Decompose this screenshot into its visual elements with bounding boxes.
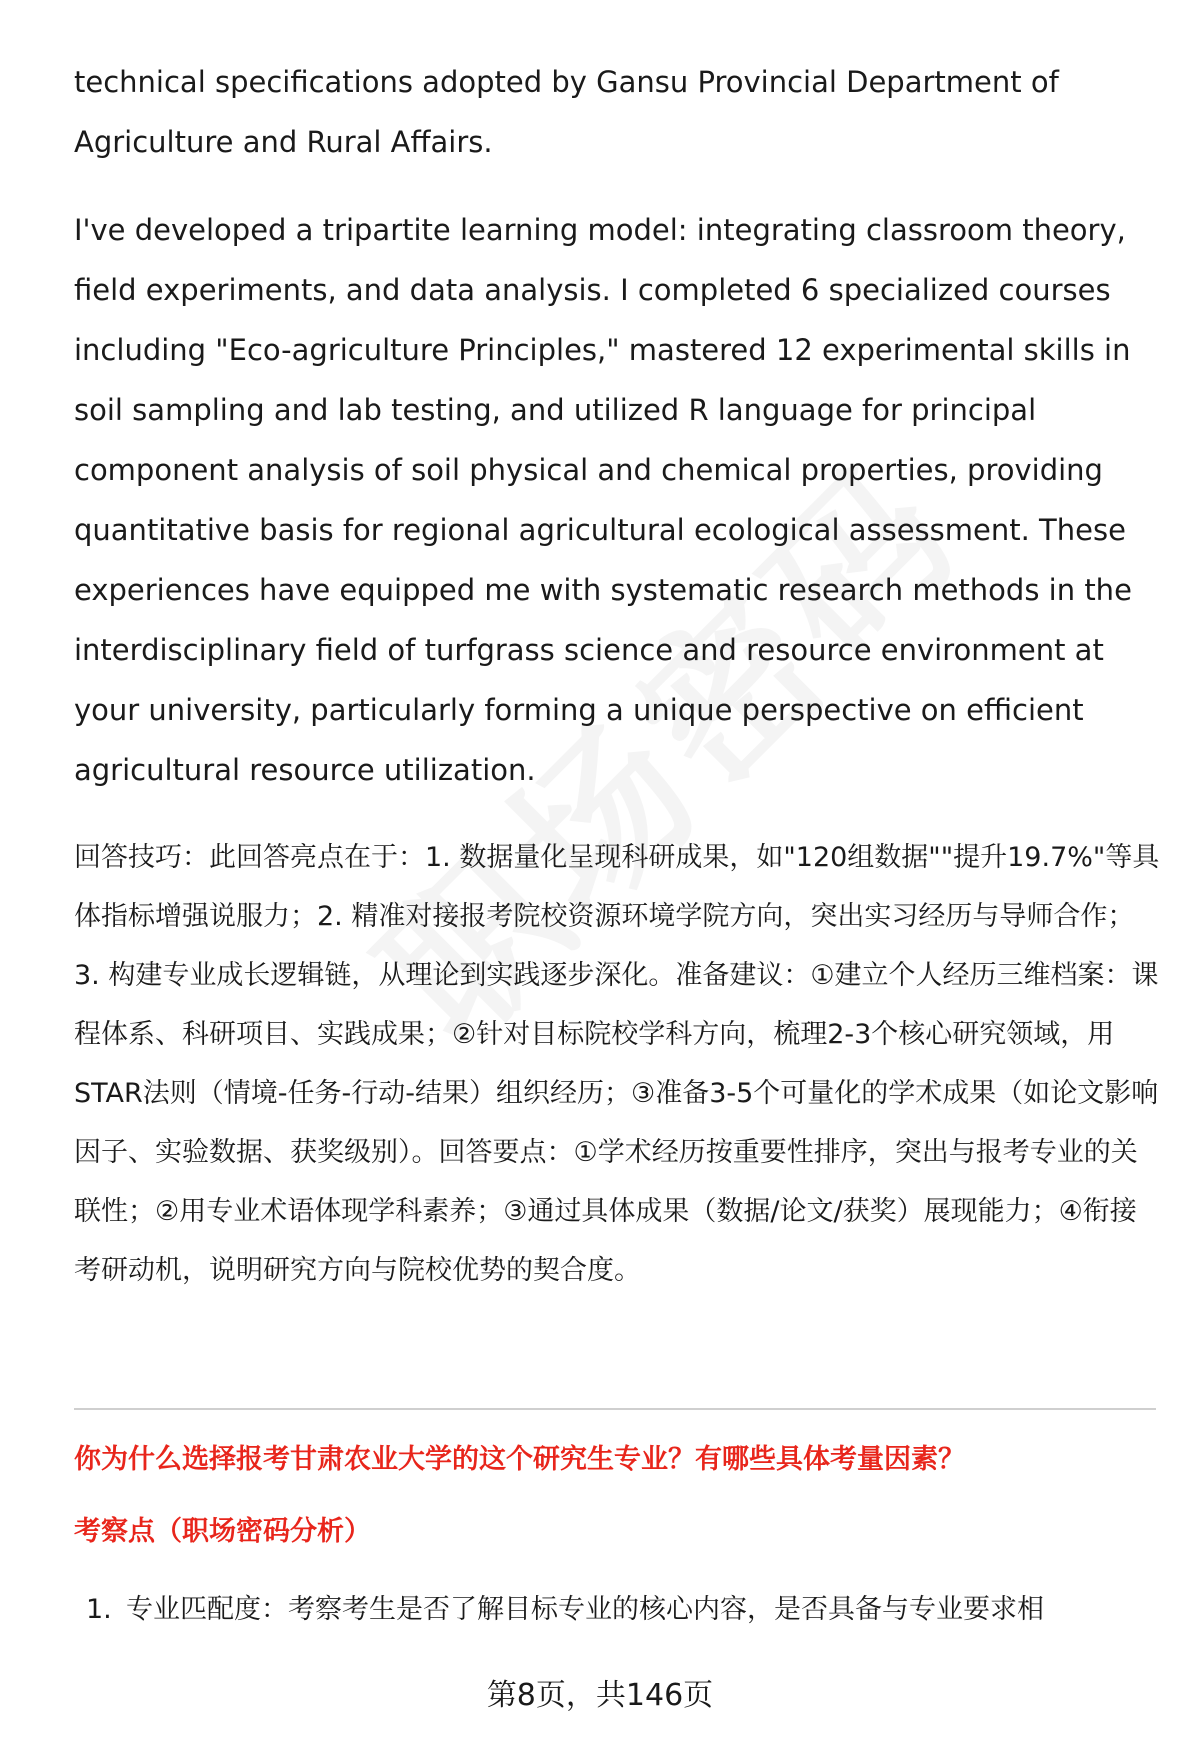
section-heading: 考察点（职场密码分析） xyxy=(74,1516,371,1547)
page-number: 第8页，共146页 xyxy=(486,1678,714,1713)
list-item xyxy=(86,1590,1044,1630)
document-body xyxy=(74,52,1160,1300)
answer-tips-paragraph: 回答技巧：此回答亮点在于：1. 数据量化呈现科研成果，如"120组数据""提升19.7%"等具体指标增强说服力；2. 精准对接报考院校资源环境学院方向，突出实习经历与导师合作；3. 构建专业成长逻辑链，从理论到实践逐步深化。准备建议：①建立个人经历三维档案：课程体系、科研项目、实践成果；②针对目标院校学科方向，梳理2-3个核心研究领域，用STAR法则（情境-任务-行动-结果）组织经历；③准备3-5个可量化的学术成果（如论文影响因子、实验数据、获奖级别）。回答要点：①学术经历按重要性排序，突出与报考专业的关联性；②用专业术语体现学科素养；③通过具体成果（数据/论文/获奖）展现能力；④衔接考研动机，说明研究方向与院校优势的契合度。 xyxy=(74,842,1160,1286)
paragraph-en-1: technical specifications adopted by Gansu Provincial Department of Agriculture and Rural Affairs. xyxy=(74,65,1059,159)
question-heading: 你为什么选择报考甘肃农业大学的这个研究生专业？有哪些具体考量因素？ xyxy=(74,1444,965,1475)
list-item-text: 专业匹配度：考察考生是否了解目标专业的核心内容，是否具备与专业要求相 xyxy=(126,1594,1044,1625)
paragraph-en-2: I've developed a tripartite learning model: integrating classroom theory, field experiments, and data analysis. I completed 6 specialized courses including "Eco-agriculture Principles," mastered 12 experimental skills in soil sampling and lab testing, and utilized R language for principal component analysis of soil physical and chemical properties, providing quantitative basis for regional agricultural ecological assessment. These experiences have equipped me with systematic research methods in the interdisciplinary field of turfgrass science and resource environment at your university, particularly forming a unique perspective on efficient agricultural resource utilization. xyxy=(74,213,1132,787)
list-item-number: 1. xyxy=(86,1594,112,1625)
section-divider xyxy=(74,1408,1156,1410)
